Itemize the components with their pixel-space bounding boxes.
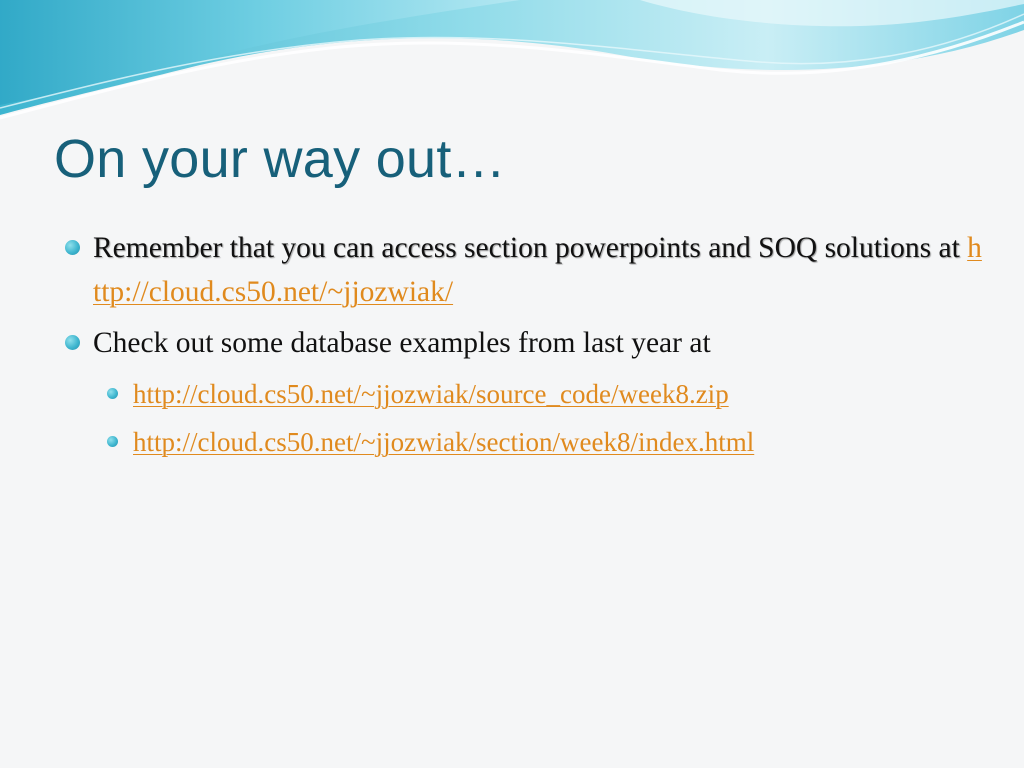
sub-bullet-dot-icon <box>107 388 118 399</box>
link-jjozwiak-home[interactable]: http://cloud.cs50.net/~jjozwiak/ <box>93 232 982 308</box>
slide-title: On your way out… <box>54 129 506 189</box>
slide-content <box>64 226 984 468</box>
bullet-text: Check out some database examples from last year at <box>93 327 711 359</box>
header-wave-decoration <box>0 0 1024 130</box>
bullet-dot-icon <box>65 240 80 255</box>
sub-bullet-dot-icon <box>107 436 118 447</box>
bullet-text: Remember that you can access section powerpoints and SOQ solutions at <box>93 232 968 264</box>
bullet-dot-icon <box>65 335 80 350</box>
sub-bullet-item <box>107 372 984 416</box>
link-week8-zip[interactable]: http://cloud.cs50.net/~jjozwiak/source_code/week8.zip <box>133 379 729 409</box>
bullet-item-resources <box>64 226 984 314</box>
link-week8-index[interactable]: http://cloud.cs50.net/~jjozwiak/section/week8/index.html <box>133 427 755 457</box>
sub-bullet-item <box>107 420 984 464</box>
bullet-item-database-examples <box>64 321 984 365</box>
